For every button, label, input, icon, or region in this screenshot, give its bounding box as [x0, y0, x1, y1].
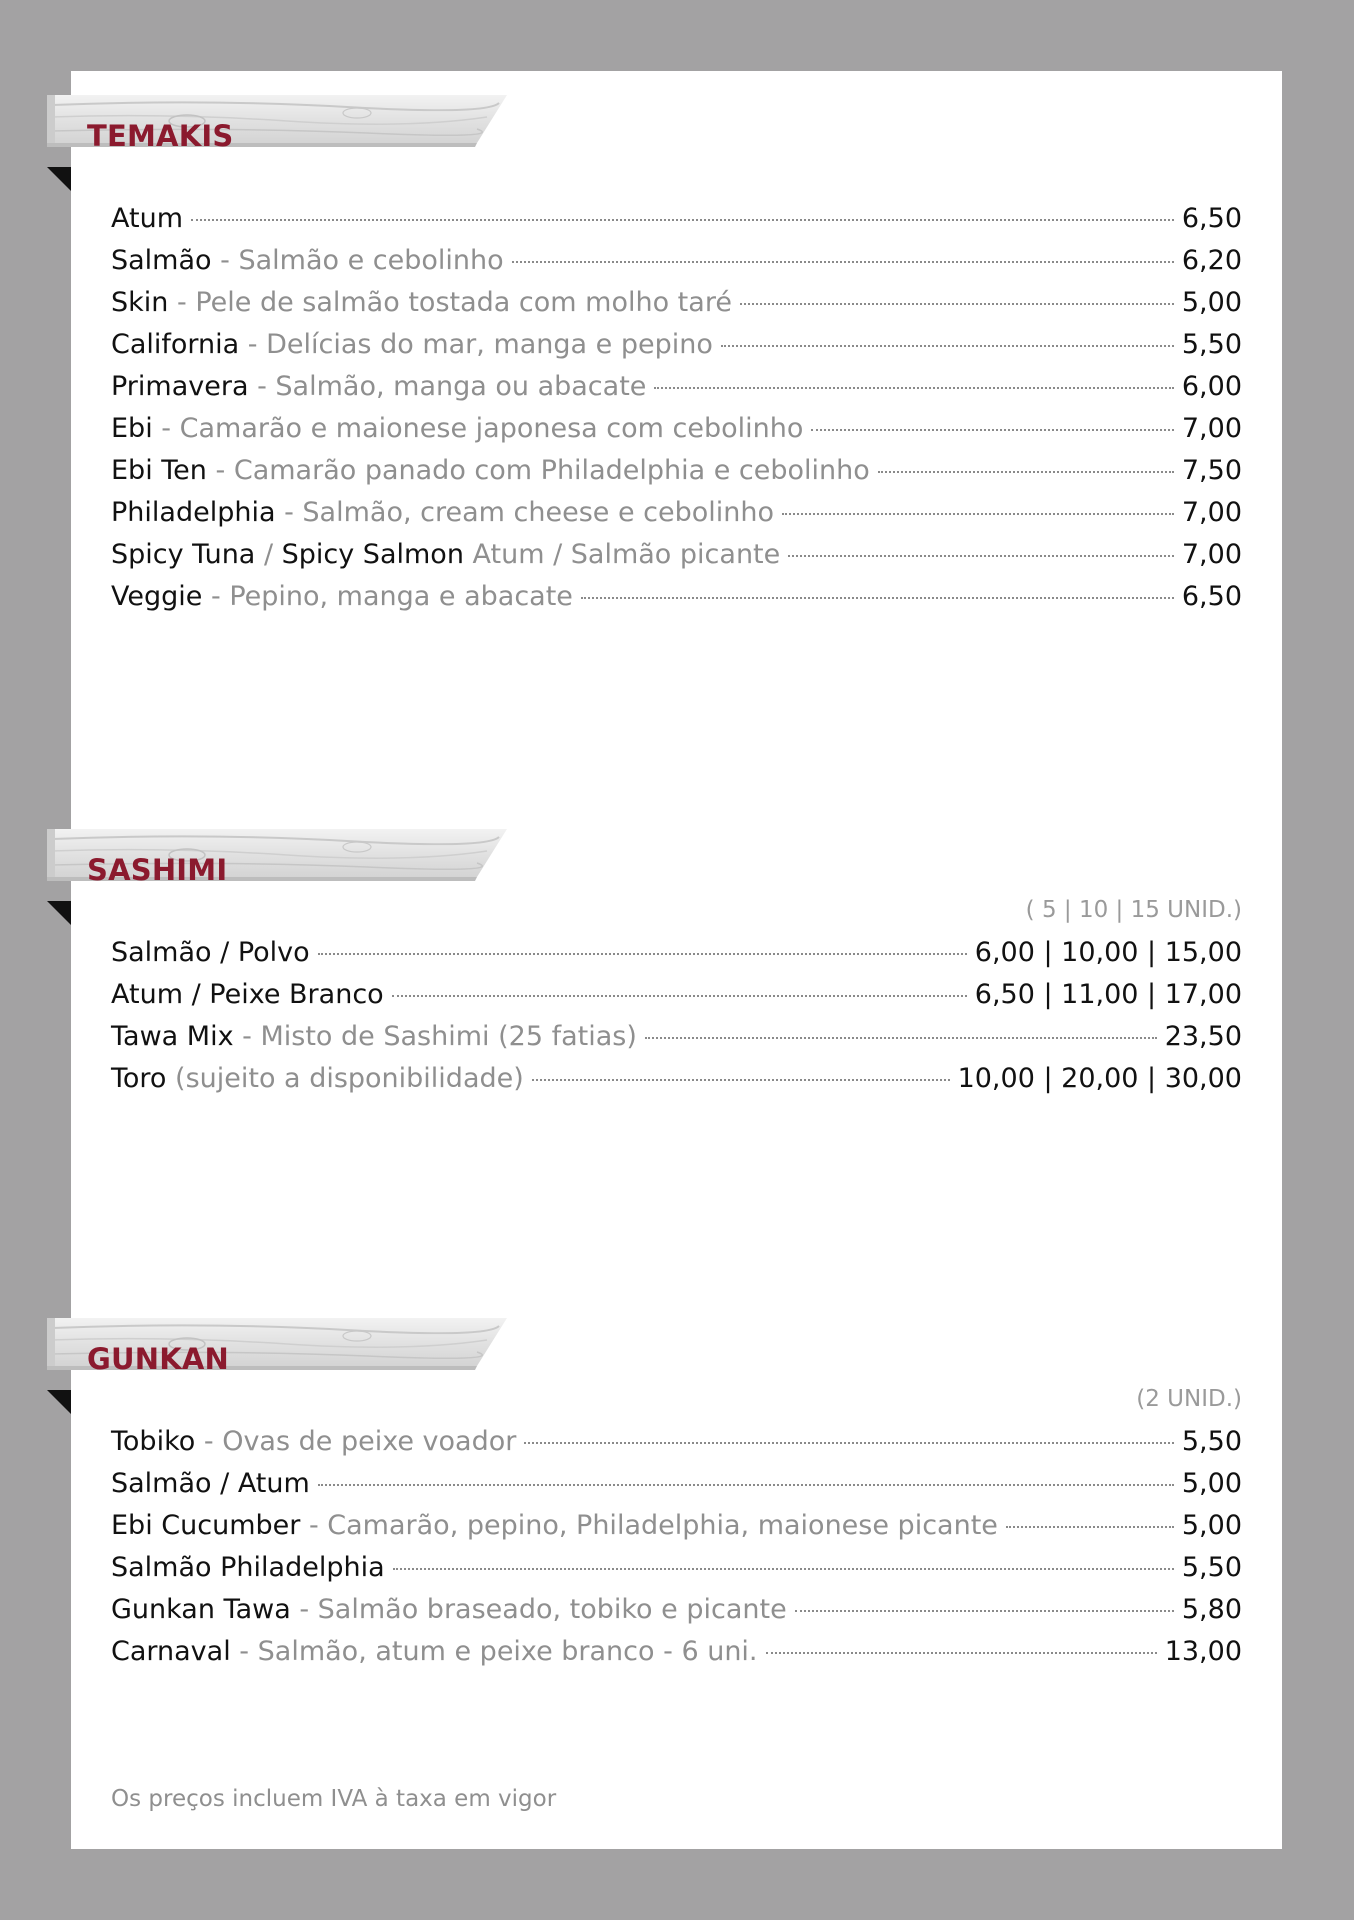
dotted-leader	[811, 428, 1173, 431]
item-name-secondary: Spicy Salmon	[281, 539, 464, 570]
dotted-leader	[766, 1651, 1157, 1654]
item-price: 6,00 | 10,00 | 15,00	[974, 937, 1242, 968]
item-name: Atum	[111, 203, 183, 234]
menu-item-row	[111, 539, 1242, 581]
section-banner	[47, 91, 527, 163]
item-price: 6,50	[1181, 581, 1242, 612]
item-price: 7,00	[1181, 539, 1242, 570]
menu-item-row	[111, 979, 1242, 1021]
item-name: Tawa Mix	[111, 1021, 234, 1052]
item-name: Salmão / Polvo	[111, 937, 310, 968]
item-name: Salmão	[111, 245, 212, 276]
item-description: Pele de salmão tostada com molho taré	[195, 287, 732, 318]
item-list	[111, 203, 1242, 623]
dotted-leader	[581, 596, 1174, 599]
dotted-leader	[740, 302, 1174, 305]
item-price: 5,00	[1181, 1468, 1242, 1499]
section-title: GUNKAN	[87, 1342, 230, 1376]
item-price: 10,00 | 20,00 | 30,00	[957, 1063, 1242, 1094]
dotted-leader	[524, 1441, 1174, 1444]
item-price: 5,00	[1181, 1510, 1242, 1541]
item-separator: -	[275, 497, 303, 528]
menu-item-row	[111, 1636, 1242, 1678]
dotted-leader	[532, 1078, 950, 1081]
item-description: Camarão panado com Philadelphia e cebolinho	[233, 455, 870, 486]
item-description: Camarão, pepino, Philadelphia, maionese picante	[327, 1510, 998, 1541]
menu-item-row	[111, 1594, 1242, 1636]
menu-item-row	[111, 287, 1242, 329]
item-name: California	[111, 329, 240, 360]
section-title: SASHIMI	[87, 853, 228, 887]
item-name: Philadelphia	[111, 497, 276, 528]
item-name: Tobiko	[111, 1426, 196, 1457]
dotted-leader	[878, 470, 1174, 473]
dotted-leader	[392, 994, 967, 997]
item-list	[111, 937, 1242, 1105]
item-description: Camarão e maionese japonesa com cebolinho	[179, 413, 804, 444]
item-price: 13,00	[1164, 1636, 1242, 1667]
item-price: 5,50	[1181, 1426, 1242, 1457]
item-description: Salmão braseado, tobiko e picante	[317, 1594, 787, 1625]
item-separator: -	[168, 287, 196, 318]
item-price: 7,00	[1181, 413, 1242, 444]
dotted-leader	[654, 386, 1173, 389]
menu-item-row	[111, 497, 1242, 539]
item-description: Salmão, cream cheese e cebolinho	[302, 497, 775, 528]
menu-item-row	[111, 1468, 1242, 1510]
menu-page	[71, 71, 1282, 1849]
item-separator: -	[195, 1426, 223, 1457]
item-price: 7,00	[1181, 497, 1242, 528]
dotted-leader	[1006, 1525, 1174, 1528]
item-name: Toro	[111, 1063, 167, 1094]
section-banner	[47, 1314, 527, 1386]
item-description: Salmão, manga ou abacate	[275, 371, 647, 402]
item-separator: -	[300, 1510, 328, 1541]
unit-note: (2 UNID.)	[1136, 1386, 1242, 1412]
item-name: Veggie	[111, 581, 203, 612]
dotted-leader	[782, 512, 1174, 515]
menu-item-row	[111, 581, 1242, 623]
item-price: 6,00	[1181, 371, 1242, 402]
item-name: Salmão Philadelphia	[111, 1552, 385, 1583]
item-separator: -	[239, 329, 267, 360]
dotted-leader	[795, 1609, 1174, 1612]
section-banner	[47, 825, 527, 897]
dotted-leader	[512, 260, 1174, 263]
menu-item-row	[111, 371, 1242, 413]
item-separator: /	[255, 539, 282, 570]
item-separator	[166, 1063, 175, 1094]
menu-item-row	[111, 1021, 1242, 1063]
item-price: 23,50	[1164, 1021, 1242, 1052]
item-description: Delícias do mar, manga e pepino	[266, 329, 713, 360]
item-name: Salmão / Atum	[111, 1468, 310, 1499]
item-description: Pepino, manga e abacate	[229, 581, 573, 612]
unit-note: ( 5 | 10 | 15 UNID.)	[1025, 897, 1242, 923]
dotted-leader	[393, 1567, 1174, 1570]
menu-item-row	[111, 203, 1242, 245]
menu-item-row	[111, 1063, 1242, 1105]
menu-item-row	[111, 1510, 1242, 1552]
item-name: Atum / Peixe Branco	[111, 979, 384, 1010]
item-separator: -	[202, 581, 230, 612]
item-price: 5,80	[1181, 1594, 1242, 1625]
dotted-leader	[788, 554, 1174, 557]
menu-item-row	[111, 413, 1242, 455]
item-price: 5,50	[1181, 1552, 1242, 1583]
item-name: Gunkan Tawa	[111, 1594, 291, 1625]
item-price: 6,50	[1181, 203, 1242, 234]
menu-item-row	[111, 329, 1242, 371]
item-separator: -	[290, 1594, 318, 1625]
item-name: Skin	[111, 287, 169, 318]
menu-item-row	[111, 1426, 1242, 1468]
item-list	[111, 1426, 1242, 1678]
menu-item-row	[111, 1552, 1242, 1594]
item-description: (sujeito a disponibilidade)	[175, 1063, 524, 1094]
dotted-leader	[318, 1483, 1174, 1486]
menu-item-row	[111, 937, 1242, 979]
menu-item-row	[111, 245, 1242, 287]
item-price: 6,50 | 11,00 | 17,00	[974, 979, 1242, 1010]
item-separator: -	[248, 371, 276, 402]
item-price: 7,50	[1181, 455, 1242, 486]
item-separator: -	[233, 1021, 261, 1052]
item-name: Spicy Tuna	[111, 539, 256, 570]
item-description: Salmão e cebolinho	[238, 245, 504, 276]
item-separator: -	[152, 413, 180, 444]
item-name: Ebi Ten	[111, 455, 207, 486]
menu-item-row	[111, 455, 1242, 497]
item-description: Ovas de peixe voador	[222, 1426, 517, 1457]
item-separator: -	[211, 245, 239, 276]
item-description: Atum / Salmão picante	[463, 539, 781, 570]
item-description: Salmão, atum e peixe branco - 6 uni.	[257, 1636, 758, 1667]
item-separator: -	[206, 455, 234, 486]
item-name: Primavera	[111, 371, 249, 402]
item-description: Misto de Sashimi (25 fatias)	[260, 1021, 637, 1052]
footer-note: Os preços incluem IVA à taxa em vigor	[111, 1786, 557, 1812]
item-name: Carnaval	[111, 1636, 231, 1667]
dotted-leader	[191, 218, 1174, 221]
item-price: 6,20	[1181, 245, 1242, 276]
section-title: TEMAKIS	[87, 119, 234, 153]
item-price: 5,50	[1181, 329, 1242, 360]
item-name: Ebi	[111, 413, 153, 444]
item-name: Ebi Cucumber	[111, 1510, 301, 1541]
dotted-leader	[645, 1036, 1157, 1039]
item-separator: -	[230, 1636, 258, 1667]
dotted-leader	[721, 344, 1174, 347]
item-price: 5,00	[1181, 287, 1242, 318]
dotted-leader	[318, 952, 967, 955]
